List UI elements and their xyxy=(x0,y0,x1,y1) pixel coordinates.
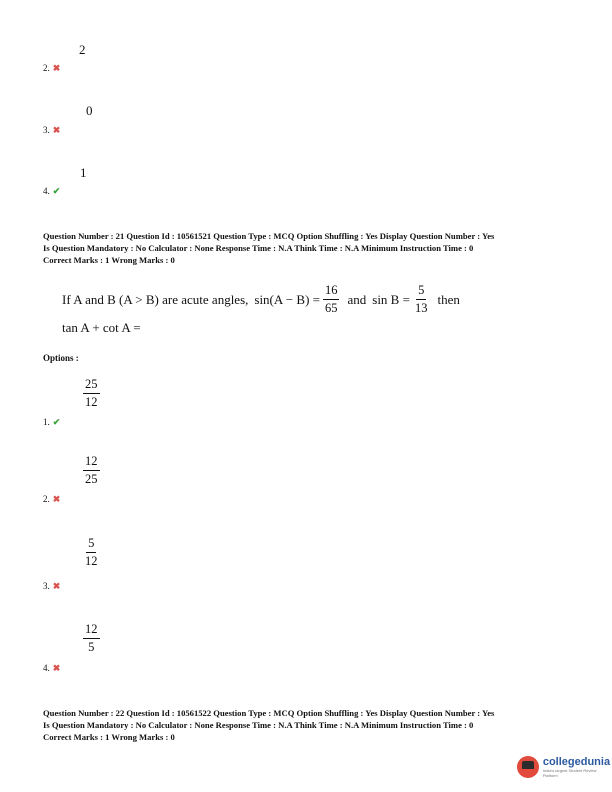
fraction-numerator: 12 xyxy=(83,623,100,639)
q22-meta-line2: Is Question Mandatory : No Calculator : None Response Time : N.A Think Time : N.A Minimum Instruction Time : 0 xyxy=(43,720,474,730)
fraction-denominator: 25 xyxy=(85,472,98,487)
check-icon: ✔ xyxy=(52,185,61,196)
q21-meta-line1: Question Number : 21 Question Id : 10561521 Question Type : MCQ Option Shuffling : Yes Display Question Number : Yes xyxy=(43,231,495,241)
option-number: 4. xyxy=(43,186,50,196)
collegedunia-logo xyxy=(517,756,612,778)
q22-meta xyxy=(43,707,583,743)
question-text-sin: sin(A − B) = xyxy=(254,291,320,307)
q21-option-3-fraction xyxy=(83,537,100,568)
q21-option-4 xyxy=(43,663,60,673)
prev-option-2-value: 2 xyxy=(79,42,86,57)
fraction-16-65 xyxy=(323,284,340,315)
question-text-and: and xyxy=(347,291,367,307)
options-label: Options : xyxy=(43,353,79,363)
logo-name: collegedunia xyxy=(542,756,611,768)
q21-option-4-fraction xyxy=(83,623,100,654)
cross-icon: ✖ xyxy=(52,662,61,673)
cross-icon: ✖ xyxy=(52,580,61,591)
q21-meta-line3: Correct Marks : 1 Wrong Marks : 0 xyxy=(43,255,175,265)
graduation-cap-icon xyxy=(517,756,539,778)
fraction-5-13 xyxy=(413,284,430,315)
q22-meta-line3: Correct Marks : 1 Wrong Marks : 0 xyxy=(43,732,175,742)
option-number: 3. xyxy=(43,125,50,135)
fraction-numerator: 5 xyxy=(86,537,96,553)
option-number: 4. xyxy=(43,663,50,673)
fraction-denominator: 12 xyxy=(85,554,98,569)
fraction-denominator: 65 xyxy=(324,301,338,316)
question-text-sinB: sin B = xyxy=(372,291,410,307)
fraction-denominator: 13 xyxy=(414,301,428,316)
prev-option-3 xyxy=(43,125,60,135)
q21-question-line1 xyxy=(62,284,460,315)
q22-meta-line1: Question Number : 22 Question Id : 10561522 Question Type : MCQ Option Shuffling : Yes Display Question Number : Yes xyxy=(43,708,495,718)
prev-option-2 xyxy=(43,63,60,73)
q21-option-1-fraction xyxy=(83,378,100,409)
cross-icon: ✖ xyxy=(52,62,61,73)
fraction-numerator: 25 xyxy=(83,378,100,394)
option-number: 1. xyxy=(43,417,50,427)
prev-option-4-value: 1 xyxy=(80,165,87,180)
prev-option-3-value: 0 xyxy=(86,103,93,118)
fraction-numerator: 16 xyxy=(323,284,340,300)
question-text-a: If A and B (A > B) are acute angles, xyxy=(62,291,249,307)
q21-option-1 xyxy=(43,417,60,427)
cross-icon: ✖ xyxy=(52,124,61,135)
option-number: 2. xyxy=(43,494,50,504)
logo-tagline: India's largest Student Review Platform xyxy=(542,768,597,778)
q21-option-2 xyxy=(43,494,60,504)
option-number: 3. xyxy=(43,581,50,591)
q21-meta xyxy=(43,230,583,266)
fraction-denominator: 12 xyxy=(85,395,98,410)
fraction-numerator: 12 xyxy=(83,455,100,471)
prev-option-4 xyxy=(43,186,60,196)
fraction-denominator: 5 xyxy=(88,640,95,655)
check-icon: ✔ xyxy=(52,416,61,427)
q21-question-line2: tan A + cot A = xyxy=(62,320,141,335)
cross-icon: ✖ xyxy=(52,493,61,504)
option-number: 2. xyxy=(43,63,50,73)
q21-option-2-fraction xyxy=(83,455,100,486)
q21-option-3 xyxy=(43,581,60,591)
question-text-then: then xyxy=(437,291,460,307)
q21-meta-line2: Is Question Mandatory : No Calculator : None Response Time : N.A Think Time : N.A Minimum Instruction Time : 0 xyxy=(43,243,474,253)
fraction-numerator: 5 xyxy=(416,284,426,300)
